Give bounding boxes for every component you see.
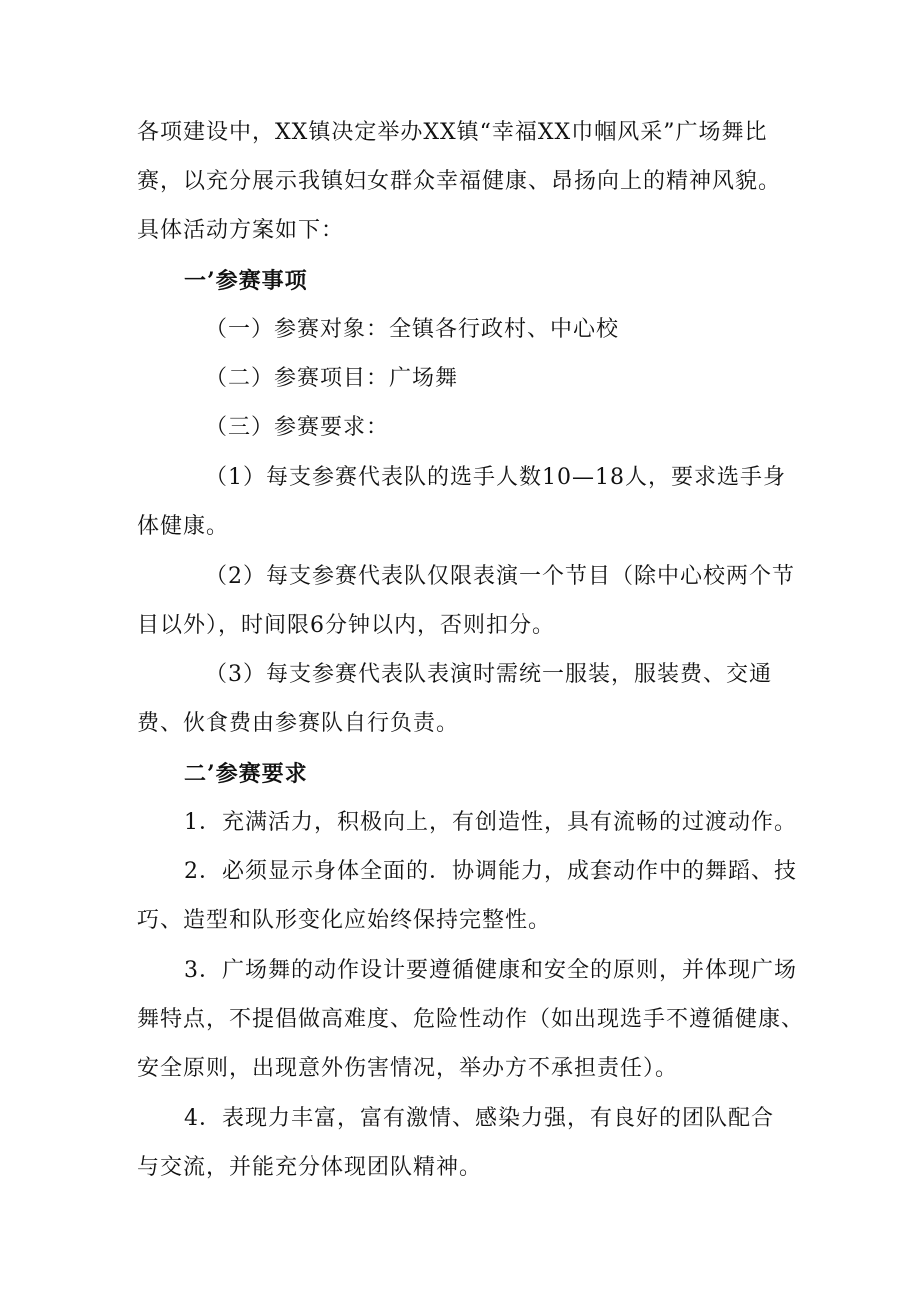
requirement-3-line-2: 费、伙食费由参赛队自行负责。 [137, 711, 460, 736]
section-1-item-3: （三）参赛要求： [205, 415, 390, 440]
requirement-1-line-1: （1）每支参赛代表队的选手人数10—18人，要求选手身 [205, 465, 786, 490]
requirement-1-line-2: 体健康。 [137, 514, 230, 539]
requirement-3-line-1: （3）每支参赛代表队表演时需统一服装，服装费、交通 [205, 662, 772, 687]
section-2-item-4-line-1: 4．表现力丰富，富有激情、感染力强，有良好的团队配合 [184, 1106, 774, 1131]
section-2-item-4-line-2: 与交流，并能充分体现团队精神。 [137, 1155, 483, 1180]
section-2-item-2-line-1: 2．必须显示身体全面的．协调能力，成套动作中的舞蹈、技 [184, 859, 797, 884]
requirement-2-line-2: 目以外），时间限6分钟以内，否则扣分。 [137, 613, 555, 638]
section-2-item-2-line-2: 巧、造型和队形变化应始终保持完整性。 [137, 908, 552, 933]
section-2-item-3-line-2: 舞特点，不提倡做高难度、危险性动作（如出现选手不遵循健康、 [137, 1007, 805, 1032]
section-2-item-3-line-1: 3．广场舞的动作设计要遵循健康和安全的原则，并体现广场 [184, 958, 797, 983]
section-2-heading: 二’参赛要求 [184, 761, 308, 787]
section-1-item-2: （二）参赛项目：广场舞 [205, 366, 459, 391]
section-2-item-1: 1．充满活力，积极向上，有创造性，具有流畅的过渡动作。 [184, 810, 797, 835]
intro-line-1: 各项建设中，XX镇决定举办XX镇“幸福XX巾帼风采”广场舞比 [137, 120, 768, 145]
section-2-item-3-line-3: 安全原则，出现意外伤害情况，举办方不承担责任）。 [137, 1056, 679, 1081]
section-1-heading: 一’参赛事项 [184, 268, 308, 294]
intro-line-2: 赛，以充分展示我镇妇女群众幸福健康、昂扬向上的精神风貌。 [137, 169, 782, 194]
intro-line-3: 具体活动方案如下： [137, 218, 345, 243]
requirement-2-line-1: （2）每支参赛代表队仅限表演一个节目（除中心校两个节 [205, 564, 795, 589]
section-1-item-1: （一）参赛对象：全镇各行政村、中心校 [205, 317, 620, 342]
